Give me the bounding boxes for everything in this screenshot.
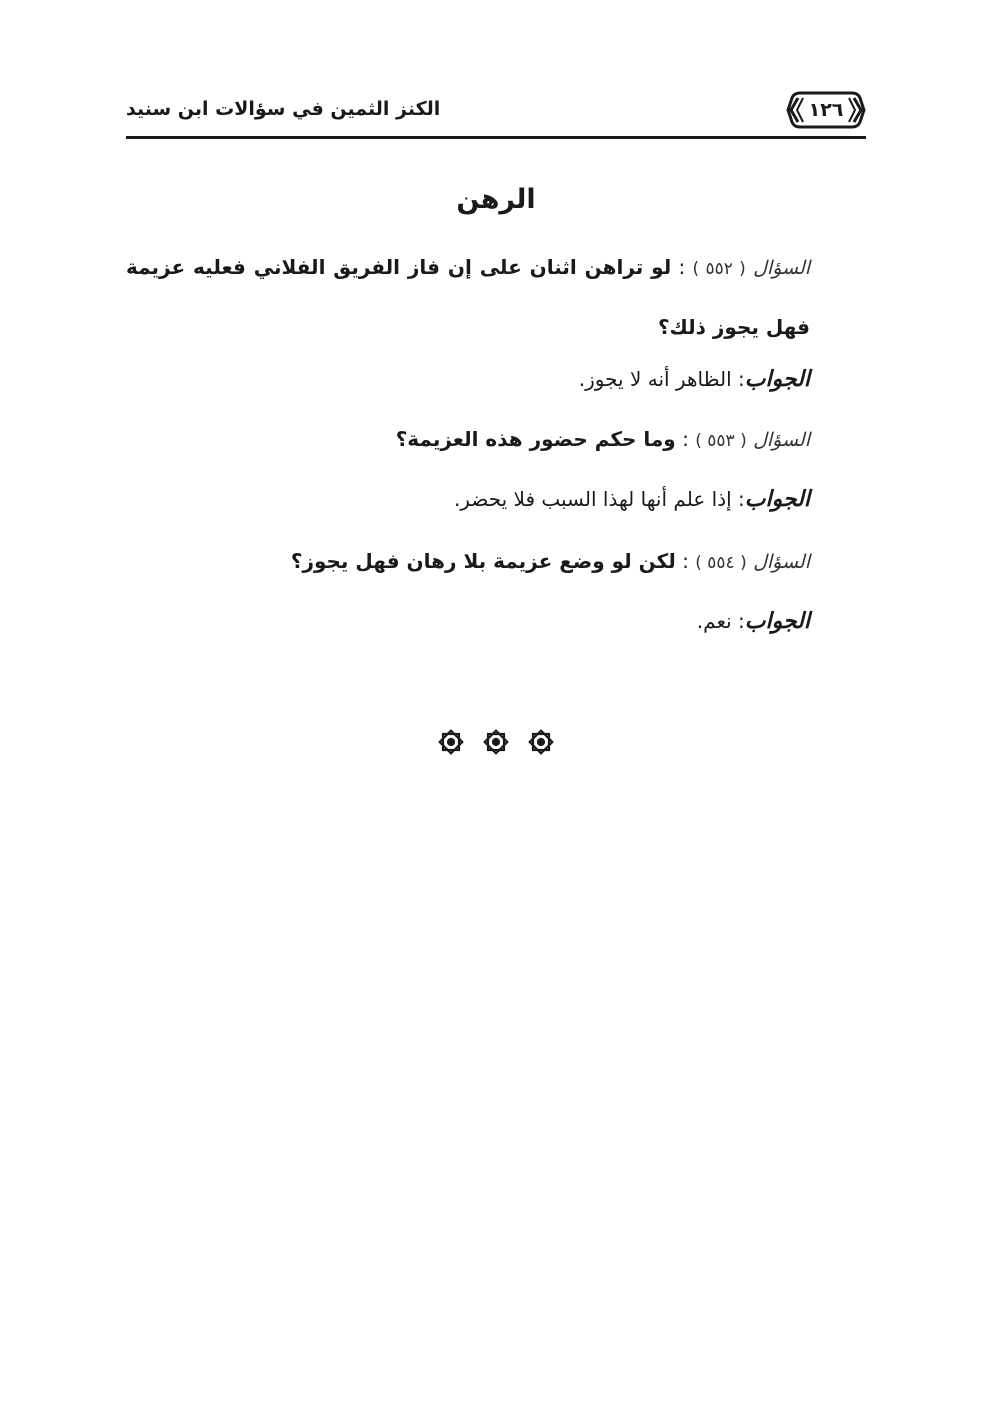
answer-label: الجواب — [744, 367, 810, 392]
answer-label: الجواب — [744, 487, 810, 512]
page-number-frame — [786, 90, 866, 130]
page-header — [126, 82, 866, 138]
eight-point-star-icon — [527, 728, 555, 756]
question-552 — [126, 238, 810, 356]
answer-553 — [130, 470, 810, 529]
question-label: السؤال — [753, 429, 810, 451]
question-text: لكن لو وضع عزيمة بلا رهان فهل يجوز؟ — [290, 549, 676, 573]
answer-text: نعم. — [696, 609, 732, 633]
answer-separator: : — [738, 609, 745, 633]
question-number: ( ٥٥٢ ) — [692, 259, 746, 279]
answer-text: الظاهر أنه لا يجوز. — [578, 367, 732, 391]
eight-point-star-icon — [482, 728, 510, 756]
question-text: وما حكم حضور هذه العزيمة؟ — [395, 427, 676, 451]
question-553 — [130, 410, 810, 470]
eight-point-star-icon — [437, 728, 465, 756]
page-number: ١٢٦ — [808, 99, 844, 121]
answer-554 — [130, 592, 810, 651]
chapter-title: الرهن — [456, 184, 536, 215]
answer-552 — [130, 350, 810, 409]
answer-separator: : — [738, 487, 745, 511]
answer-text: إذا علم أنها لهذا السبب فلا يحضر. — [453, 487, 732, 511]
question-separator: : — [678, 255, 686, 279]
answer-separator: : — [738, 367, 745, 391]
question-separator: : — [682, 549, 689, 573]
section-end-ornaments — [0, 728, 992, 760]
question-554 — [130, 532, 810, 592]
question-separator: : — [682, 427, 689, 451]
question-label: السؤال — [753, 257, 811, 279]
question-number: ( ٥٥٤ ) — [695, 553, 747, 573]
answer-label: الجواب — [744, 609, 810, 634]
question-label: السؤال — [753, 551, 810, 573]
question-number: ( ٥٥٣ ) — [695, 431, 747, 451]
book-title: الكنز الثمين في سؤالات ابن سنيد — [126, 98, 441, 120]
question-text: لو تراهن اثنان على إن فاز الفريق الفلاني فعليه عزيمة فهل يجوز ذلك؟ — [126, 255, 810, 339]
header-divider — [126, 136, 866, 139]
